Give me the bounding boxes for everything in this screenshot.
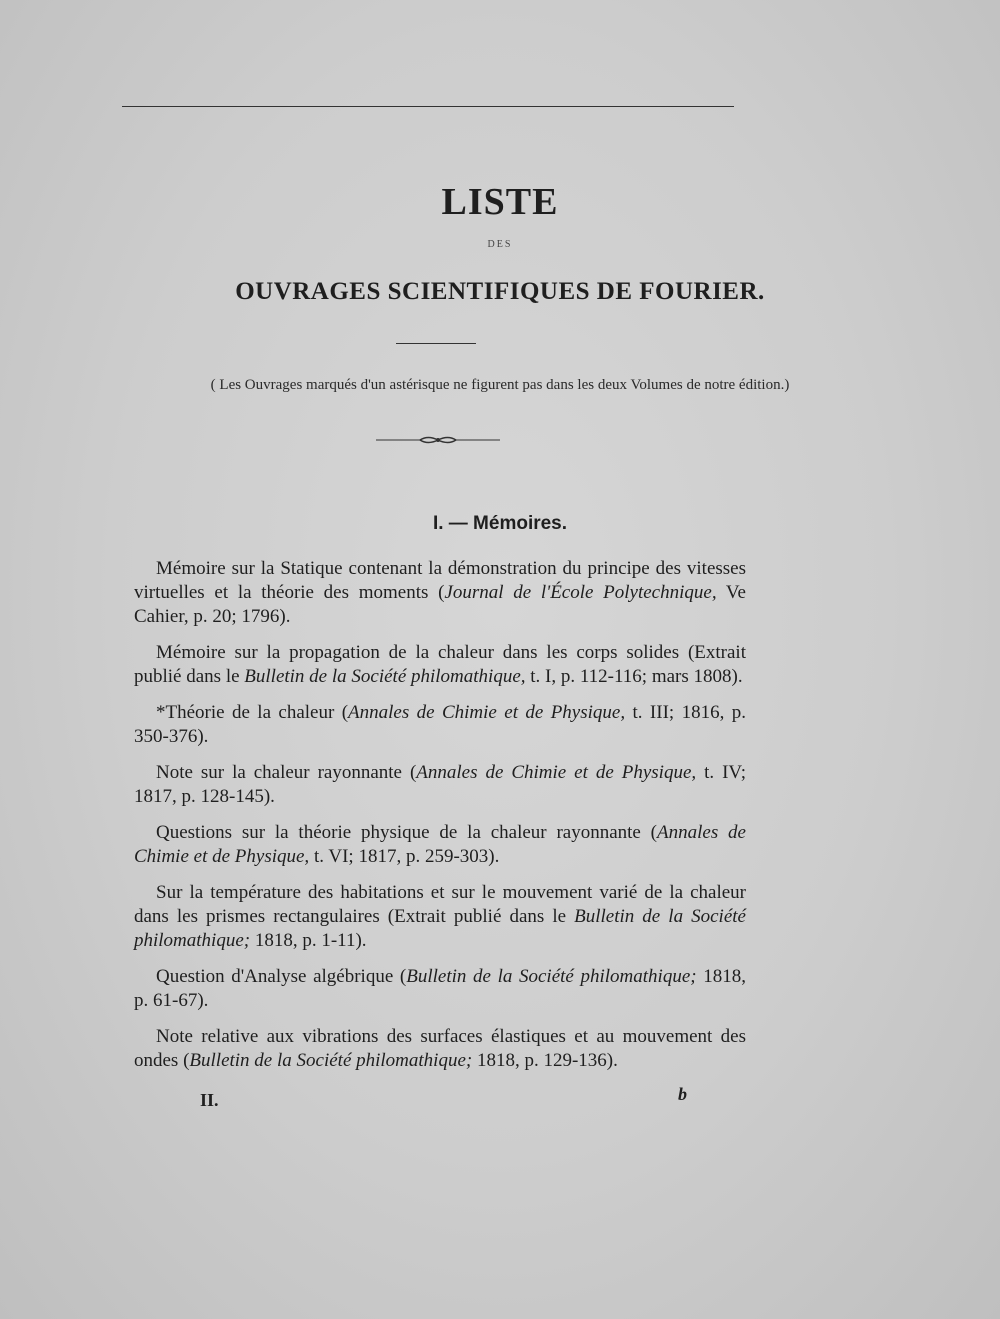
signature-mark: b	[678, 1084, 687, 1104]
list-item: Mémoire sur la propagation de la chaleur dans les corps solides (Extrait publié dans le Bulletin de la Société philomathique, t. I, p. 112-116; mars 1808).	[134, 642, 746, 687]
list-item: Mémoire sur la Statique contenant la démonstration du principe des vitesses virtuelles et la théorie des moments (Journal de l'École Polytechnique, Ve Cahier, p. 20; 1796).	[134, 558, 746, 627]
section-heading: I. — Mémoires.	[432, 513, 568, 534]
volume-marker: II.	[200, 1090, 219, 1110]
list-item: Sur la température des habitations et sur le mouvement varié de la chaleur dans les prismes rectangulaires (Extrait publié dans le Bulletin de la Société philomathique; 1818, p. 1-11).	[134, 882, 746, 951]
list-item: Note sur la chaleur rayonnante (Annales de Chimie et de Physique, t. IV; 1817, p. 128-145).	[134, 762, 746, 807]
page-subtitle: OUVRAGES SCIENTIFIQUES DE FOURIER.	[235, 278, 765, 305]
list-item: Note relative aux vibrations des surfaces élastiques et au mouvement des ondes (Bulletin de la Société philomathique; 1818, p. 129-136).	[134, 1026, 746, 1071]
top-rule	[122, 106, 734, 107]
entries-list	[134, 557, 746, 1085]
short-rule	[396, 343, 476, 344]
list-item: *Théorie de la chaleur (Annales de Chimie et de Physique, t. III; 1816, p. 350-376).	[134, 702, 746, 747]
list-item: Question d'Analyse algébrique (Bulletin de la Société philomathique; 1818, p. 61-67).	[134, 966, 746, 1011]
ornament-divider	[376, 433, 500, 447]
page-title: LISTE	[441, 181, 559, 223]
list-item: Questions sur la théorie physique de la chaleur rayonnante (Annales de Chimie et de Physique, t. VI; 1817, p. 259-303).	[134, 822, 746, 867]
editorial-note: ( Les Ouvrages marqués d'un astérisque ne figurent pas dans les deux Volumes de notre édition.)	[210, 377, 790, 393]
title-connector: DES	[487, 239, 513, 250]
